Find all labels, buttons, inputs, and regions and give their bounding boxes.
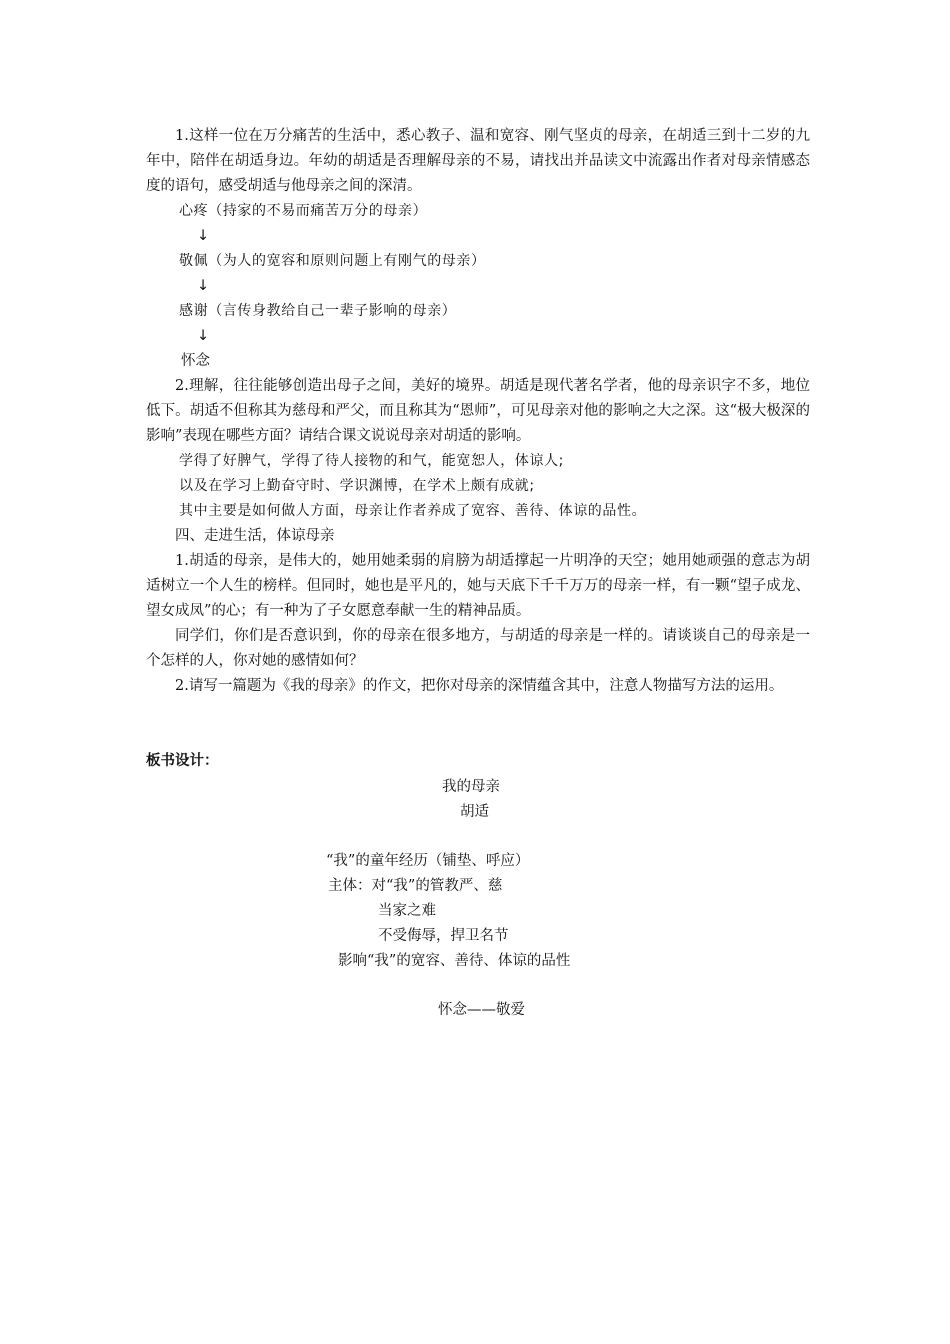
section-4-paragraph-3: 2.请写一篇题为《我的母亲》的作文，把你对母亲的深情蕴含其中，注意人物描写方法的运用。: [175, 678, 784, 694]
answer-line-1: 学得了好脾气，学得了待人接物的和气，能宽恕人，体谅人;: [179, 453, 564, 469]
down-arrow-icon: ↓: [197, 328, 210, 344]
board-line-conclusion: 怀念——敬爱: [438, 1002, 525, 1018]
emotion-step-remembrance: 怀念: [181, 353, 210, 369]
board-line-dignity: 不受侮辱，捍卫名节: [378, 928, 509, 944]
board-design-heading: 板书设计：: [146, 753, 219, 769]
board-line-household: 当家之难: [378, 903, 436, 919]
emotion-step-gratitude: 感谢（言传身教给自己一辈子影响的母亲）: [179, 303, 457, 319]
emotion-step-admiration: 敬佩（为人的宽容和原则问题上有刚气的母亲）: [179, 253, 486, 269]
answer-line-3: 其中主要是如何做人方面，母亲让作者养成了宽容、善待、体谅的品性。: [179, 503, 647, 519]
section-4-paragraph-1: 1.胡适的母亲，是伟大的，她用她柔弱的肩膀为胡适撑起一片明净的天空；她用她顽强的意志为胡适树立一个人生的榜样。但同时，她也是平凡的，她与天底下千千万万的母亲一样，有一颗“望子成龙、望女成凤”的心；有一种为了子女愿意奉献一生的精神品质。: [146, 553, 810, 619]
board-author: 胡适: [460, 804, 489, 820]
emotion-step-heartache: 心疼（持家的不易而痛苦万分的母亲）: [179, 203, 428, 219]
down-arrow-icon: ↓: [197, 228, 210, 244]
board-line-childhood: “我”的童年经历（铺垫、呼应）: [326, 853, 530, 869]
board-line-influence: 影响“我”的宽容、善待、体谅的品性: [338, 953, 571, 969]
answer-line-2: 以及在学习上勤奋守时、学识渊博，在学术上颇有成就;: [179, 478, 535, 494]
section-4-paragraph-2: 同学们，你们是否意识到，你的母亲在很多地方，与胡适的母亲是一样的。请谈谈自己的母亲是一个怎样的人，你对她的感情如何？: [146, 628, 810, 669]
lesson-body: [146, 124, 810, 699]
section-4-heading: 四、走进生活，体谅母亲: [175, 528, 335, 544]
question-2: 2.理解，往往能够创造出母子之间，美好的境界。胡适是现代著名学者，他的母亲识字不多，地位低下。胡适不但称其为慈母和严父，而且称其为“恩师”，可见母亲对他的影响之大之深。这“极大极深的影响”表现在哪些方面？请结合课文说说母亲对胡适的影响。: [146, 378, 810, 444]
question-1: 1.这样一位在万分痛苦的生活中，悉心教子、温和宽容、刚气坚贞的母亲，在胡适三到十二岁的九年中，陪伴在胡适身边。年幼的胡适是否理解母亲的不易，请找出并品读文中流露出作者对母亲情感态度的语句，感受胡适与他母亲之间的深清。: [146, 128, 810, 194]
board-title: 我的母亲: [442, 779, 500, 795]
board-line-main-body: 主体：对“我”的管教严、慈: [328, 878, 503, 894]
down-arrow-icon: ↓: [197, 278, 210, 294]
